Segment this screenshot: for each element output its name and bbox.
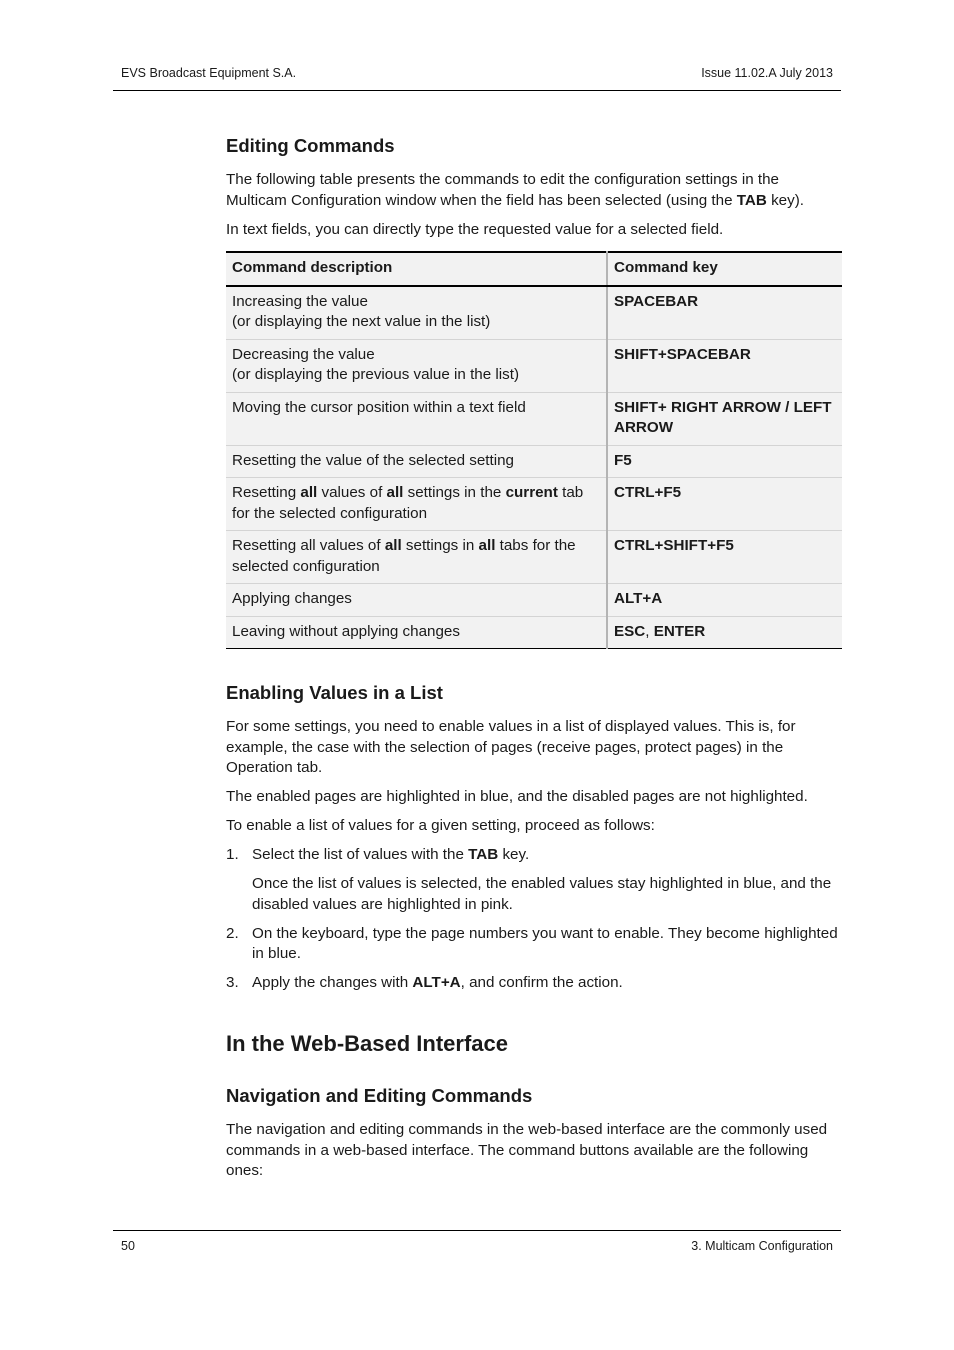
- page-footer: [113, 1230, 841, 1257]
- table-row: [226, 445, 842, 478]
- table-row: [226, 392, 842, 445]
- step-number: 1.: [226, 846, 239, 863]
- table-row: [226, 531, 842, 584]
- command-key: ALT+A: [607, 584, 842, 617]
- list-item: 1. Select the list of values with the TAB key. Once the list of values is selected, the enabled values stay highlighted in blue, and the disabled values are highlighted in pink.: [226, 845, 842, 915]
- command-key: SPACEBAR: [607, 286, 842, 340]
- enabling-highlight-paragraph: The enabled pages are highlighted in blue, and the disabled pages are not highlighted.: [226, 788, 808, 805]
- enabling-intro-paragraph: For some settings, you need to enable values in a list of displayed values. This is, for example, the case with the selection of pages (receive pages, protect pages) in the Operation tab.: [226, 718, 796, 776]
- command-description: Resetting the value of the selected setting: [226, 445, 607, 478]
- step-number: 2.: [226, 924, 239, 942]
- list-item: 2. On the keyboard, type the page numbers you want to enable. They become highlighted in blue.: [226, 924, 838, 962]
- header-issue: Issue 11.02.A July 2013: [701, 66, 833, 80]
- command-key: ESC, ENTER: [607, 616, 842, 649]
- table-row: [226, 584, 842, 617]
- list-item: 3. Apply the changes with ALT+A, and confirm the action.: [226, 973, 842, 994]
- enabling-steps-list: [226, 845, 842, 994]
- table-row: [226, 286, 842, 340]
- command-description: Leaving without applying changes: [226, 616, 607, 649]
- step-note: Once the list of values is selected, the enabled values stay highlighted in blue, and the disabled values are highlighted in pink.: [252, 875, 832, 913]
- chapter-title: 3. Multicam Configuration: [691, 1239, 833, 1253]
- command-description: Increasing the value (or displaying the next value in the list): [226, 286, 607, 340]
- enabling-procedure-paragraph: To enable a list of values for a given setting, proceed as follows:: [226, 817, 655, 834]
- enabling-values-heading: Enabling Values in a List: [226, 682, 443, 703]
- column-header-key: Command key: [607, 252, 842, 286]
- navigation-commands-heading: Navigation and Editing Commands: [226, 1085, 533, 1106]
- table-row: [226, 478, 842, 531]
- header-company: EVS Broadcast Equipment S.A.: [121, 66, 297, 80]
- table-header-row: [226, 252, 842, 286]
- command-description: Resetting all values of all settings in the current tab for the selected configuration: [226, 478, 607, 531]
- command-description: Decreasing the value (or displaying the previous value in the list): [226, 339, 607, 392]
- table-row: [226, 339, 842, 392]
- command-description: Applying changes: [226, 584, 607, 617]
- command-key: F5: [607, 445, 842, 478]
- editing-commands-heading: Editing Commands: [226, 135, 395, 156]
- command-key: SHIFT+ RIGHT ARROW / LEFT ARROW: [607, 392, 842, 445]
- web-intro-paragraph: The navigation and editing commands in the web-based interface are the commonly used commands in a web-based interface. The command buttons available are the following ones:: [226, 1121, 828, 1179]
- command-key: CTRL+SHIFT+F5: [607, 531, 842, 584]
- command-description: Moving the cursor position within a text field: [226, 392, 607, 445]
- command-key: CTRL+F5: [607, 478, 842, 531]
- command-key: SHIFT+SPACEBAR: [607, 339, 842, 392]
- table-row: [226, 616, 842, 649]
- web-interface-heading: In the Web-Based Interface: [226, 1031, 508, 1056]
- command-description: Resetting all values of all settings in all tabs for the selected configuration: [226, 531, 607, 584]
- page-header: [113, 64, 841, 91]
- editing-intro-paragraph: The following table presents the commands to edit the configuration settings in the Multicam Configuration window when the field has been selected (using the TAB key).: [226, 171, 804, 209]
- step-number: 3.: [226, 974, 239, 991]
- editing-commands-table: [226, 251, 842, 649]
- column-header-description: Command description: [226, 252, 607, 286]
- page-number: 50: [121, 1239, 135, 1253]
- editing-text-fields-paragraph: In text fields, you can directly type the requested value for a selected field.: [226, 220, 724, 238]
- page-content: [226, 134, 842, 1190]
